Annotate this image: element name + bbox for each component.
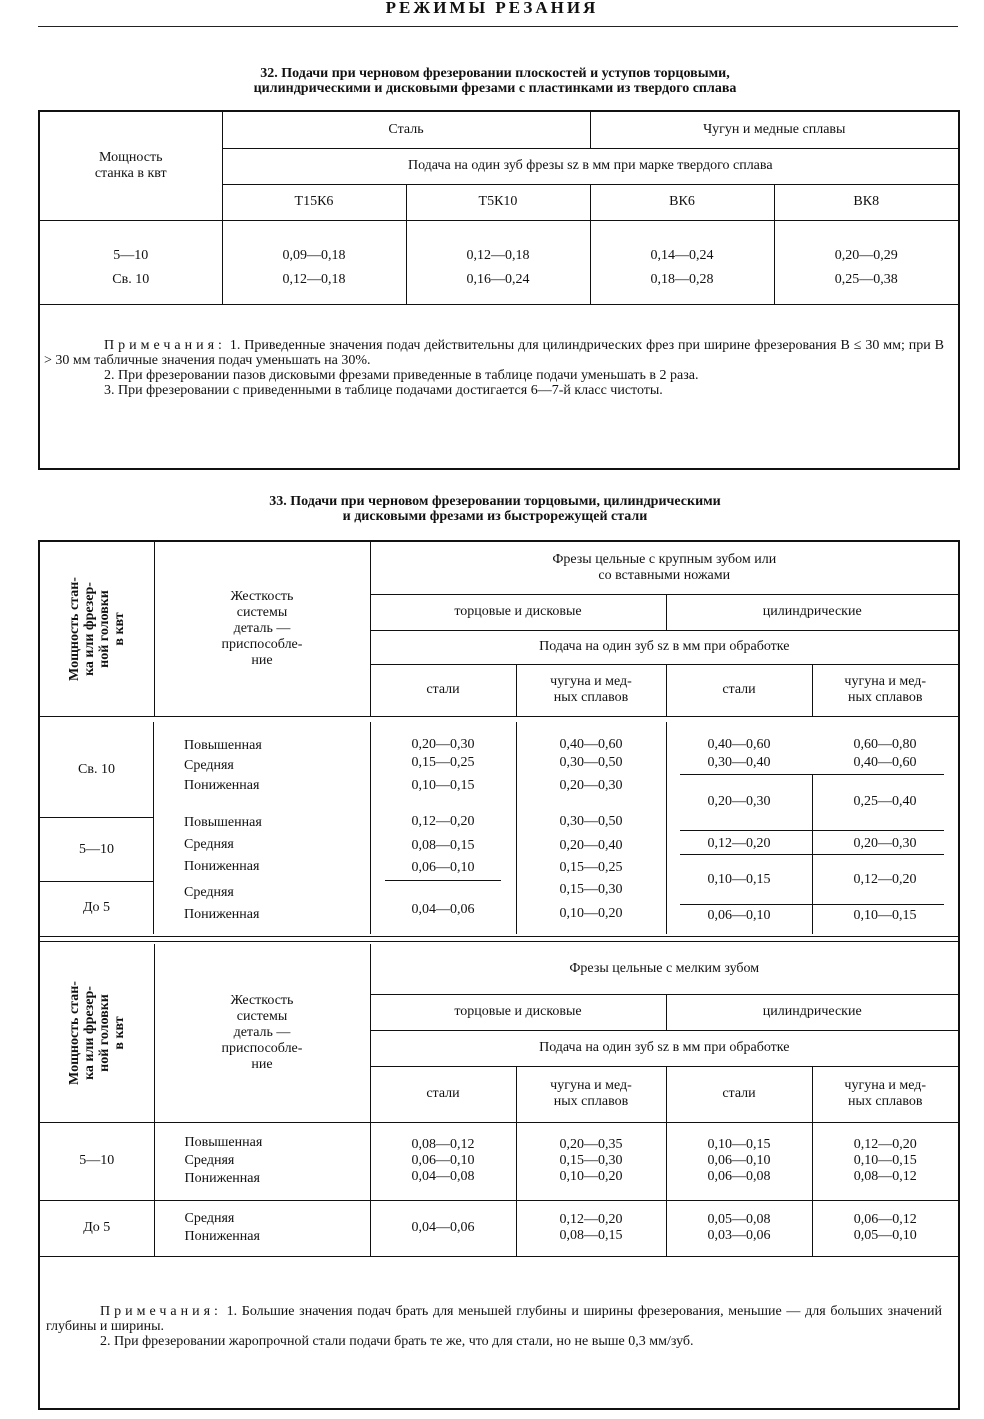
t33-separator <box>40 941 958 942</box>
t33b2-sub-face: торцовые и дисковые <box>370 994 666 1030</box>
t33b2-col-steel-cyl: стали <box>666 1066 812 1122</box>
t32-grade-t5k10: Т5К10 <box>406 184 590 220</box>
t33b2-col-steel: стали <box>370 1066 516 1122</box>
running-title: РЕЖИМЫ РЕЗАНИЯ <box>385 0 599 17</box>
t33b1-col-steel: стали <box>370 664 516 716</box>
t33b1-face-iron: 0,40—0,60 0,30—0,50 <box>559 737 623 770</box>
t33b1-cyl-steel: 0,10—0,15 <box>707 872 771 887</box>
t32-cell: 0,09—0,18 <box>222 220 406 264</box>
t33b1-face-steel: 0,06—0,10 <box>411 860 475 875</box>
t33b1-power: До 5 <box>40 882 154 934</box>
t33b1-col-iron: чугуна и мед- ных сплавов <box>516 664 666 716</box>
t32-cell: 0,20—0,29 <box>774 220 958 264</box>
t33b1-cyl-iron: 0,10—0,15 <box>853 908 917 923</box>
t33b1-power: Св. 10 <box>40 722 154 818</box>
t33b1-face-iron: 0,20—0,40 <box>559 838 623 853</box>
t32-cell: 0,18—0,28 <box>590 264 774 304</box>
t33b1-face-steel: 0,20—0,30 0,15—0,25 <box>411 737 475 770</box>
t33b2-feed-header: Подача на один зуб sz в мм при обработке <box>370 1030 958 1066</box>
t32-group-iron: Чугун и медные сплавы <box>590 112 958 148</box>
t33b1-face-iron: 0,10—0,20 <box>559 906 623 921</box>
t32-cell: 0,12—0,18 <box>406 220 590 264</box>
t33b1-feed-header: Подача на один зуб sz в мм при обработке <box>370 630 958 664</box>
t33b1-body <box>40 722 958 934</box>
t32-group-steel: Сталь <box>222 112 590 148</box>
t33b2-sub-cyl: цилиндрические <box>666 994 958 1030</box>
t33b1-power-header: Мощность стан- ка или фрезер- ной головки в квт <box>66 576 127 681</box>
t33b1-rigidity-header: Жесткость системы деталь — приспособле- ние <box>154 542 370 716</box>
t33b1-cyl-steel: 0,20—0,30 <box>707 794 771 809</box>
t32-cell: 0,14—0,24 <box>590 220 774 264</box>
t32-grade-vk8: ВК8 <box>774 184 958 220</box>
t33b1-col-iron-cyl: чугуна и мед- ных сплавов <box>812 664 958 716</box>
t33b1-rigidity: Повышенная Средняя Пониженная <box>184 815 262 874</box>
t33b2-cell: 0,12—0,20 0,10—0,15 0,08—0,12 <box>812 1122 958 1200</box>
t33b2-rigidity: Средняя Пониженная <box>154 1200 370 1256</box>
t32-row-power: 5—10 <box>40 220 222 264</box>
table32 <box>40 112 958 305</box>
t33b1-face-iron: 0,20—0,30 <box>559 778 623 793</box>
t33b2-group: Фрезы цельные с мелким зубом <box>370 944 958 994</box>
t33-note-1: 1. Большие значения подач брать для меньшей глубины и ширины фрезерования, меньшие — для больших значений глубины и ширины. <box>46 1304 942 1334</box>
t32-cell: 0,16—0,24 <box>406 264 590 304</box>
t32-cell: 0,25—0,38 <box>774 264 958 304</box>
table32-caption: 32. Подачи при черновом фрезеровании плоскостей и уступов торцовыми, цилиндрическими и дисковыми фрезами с пластинками из твердого сплава <box>253 66 737 96</box>
t33-notes-label: Примечания: <box>100 1304 222 1319</box>
t33b2-cell: 0,04—0,06 <box>370 1200 516 1256</box>
t33b1-rigidity: Средняя Пониженная <box>184 885 260 922</box>
t33b1-cyl-steel: 0,06—0,10 <box>707 908 771 923</box>
t33b2-cell: 0,12—0,20 0,08—0,15 <box>516 1200 666 1256</box>
t33b2-cell: 0,20—0,35 0,15—0,30 0,10—0,20 <box>516 1122 666 1200</box>
t32-power-header: Мощность станка в квт <box>40 112 222 220</box>
t33b1-face-iron: 0,15—0,25 <box>559 860 623 875</box>
table33-block1 <box>40 542 958 717</box>
t32-grade-t15k6: Т15К6 <box>222 184 406 220</box>
t32-note-3: 3. При фрезеровании с приведенными в таблице подачами достигается 6—7-й класс чистоты. <box>104 383 663 398</box>
t33b1-divider <box>812 774 813 934</box>
t33b1-cyl-iron: 0,25—0,40 <box>853 794 917 809</box>
table33-notes <box>46 1304 942 1349</box>
t33b2-rigidity-header: Жесткость системы деталь — приспособле- ние <box>154 944 370 1122</box>
t33b1-cyl-steel: 0,40—0,60 0,30—0,40 <box>707 737 771 770</box>
t32-grade-vk6: ВК6 <box>590 184 774 220</box>
t33b2-col-iron-cyl: чугуна и мед- ных сплавов <box>812 1066 958 1122</box>
t33b1-sub-cyl: цилиндрические <box>666 594 958 630</box>
t33b1-face-iron: 0,15—0,30 <box>559 882 623 897</box>
t33b1-face-iron: 0,30—0,50 <box>559 814 623 829</box>
t33b2-cell: 0,05—0,08 0,03—0,06 <box>666 1200 812 1256</box>
t33b2-power: До 5 <box>40 1200 154 1256</box>
t33b1-power: 5—10 <box>40 818 154 882</box>
t33b1-rigidity: Повышенная Средняя Пониженная <box>184 738 262 793</box>
t33b1-group: Фрезы цельные с крупным зубом или со вставными ножами <box>370 542 958 594</box>
t33b2-col-iron: чугуна и мед- ных сплавов <box>516 1066 666 1122</box>
t33b2-power-header: Мощность стан- ка или фрезер- ной головки в квт <box>66 980 127 1085</box>
table32-notes <box>44 338 944 398</box>
t33b1-cyl-iron: 0,60—0,80 0,40—0,60 <box>853 737 917 770</box>
t33b1-face-steel: 0,04—0,06 <box>411 902 475 917</box>
t33b1-cyl-iron: 0,12—0,20 <box>853 872 917 887</box>
t32-note-2: 2. При фрезеровании пазов дисковыми фрезами приведенные в таблице подачи уменьшать в 2 раза. <box>104 368 699 383</box>
t32-row-power: Св. 10 <box>40 264 222 304</box>
t33b1-rule <box>385 880 501 881</box>
t33b1-face-steel: 0,08—0,15 <box>411 838 475 853</box>
table33-block2 <box>40 944 958 1257</box>
t32-notes-label: Примечания: <box>104 338 226 353</box>
header-divider <box>38 26 958 27</box>
t33b2-power: 5—10 <box>40 1122 154 1200</box>
t32-cell: 0,12—0,18 <box>222 264 406 304</box>
t33b1-cyl-iron: 0,20—0,30 <box>853 836 917 851</box>
table33-caption: 33. Подачи при черновом фрезеровании торцовыми, цилиндрическими и дисковыми фрезами из быстрорежущей стали <box>269 494 721 524</box>
t33b2-cell: 0,06—0,12 0,05—0,10 <box>812 1200 958 1256</box>
t33b1-face-steel: 0,12—0,20 <box>411 814 475 829</box>
t33b1-cyl-steel: 0,12—0,20 <box>707 836 771 851</box>
t32-note-1: 1. Приведенные значения подач действительны для цилиндрических фрез при ширине фрезерования B ≤ 30 мм; при B > 30 мм табличные значения подач уменьшать на 30%. <box>44 338 945 368</box>
t33b2-rigidity: Повышенная Средняя Пониженная <box>154 1122 370 1200</box>
t33b1-face-steel: 0,10—0,15 <box>411 778 475 793</box>
t33b2-cell: 0,08—0,12 0,06—0,10 0,04—0,08 <box>370 1122 516 1200</box>
t33b1-power-header-cell <box>40 542 154 716</box>
t33b1-col-steel-cyl: стали <box>666 664 812 716</box>
t33-separator <box>40 936 958 937</box>
t32-feed-header: Подача на один зуб фрезы sz в мм при марке твердого сплава <box>222 148 958 184</box>
t33-note-2: 2. При фрезеровании жаропрочной стали подачи брать те же, что для стали, но не выше 0,3 мм/зуб. <box>100 1334 694 1349</box>
t33b2-power-header-cell <box>40 944 154 1122</box>
t33b2-cell: 0,10—0,15 0,06—0,10 0,06—0,08 <box>666 1122 812 1200</box>
t33b1-sub-face: торцовые и дисковые <box>370 594 666 630</box>
